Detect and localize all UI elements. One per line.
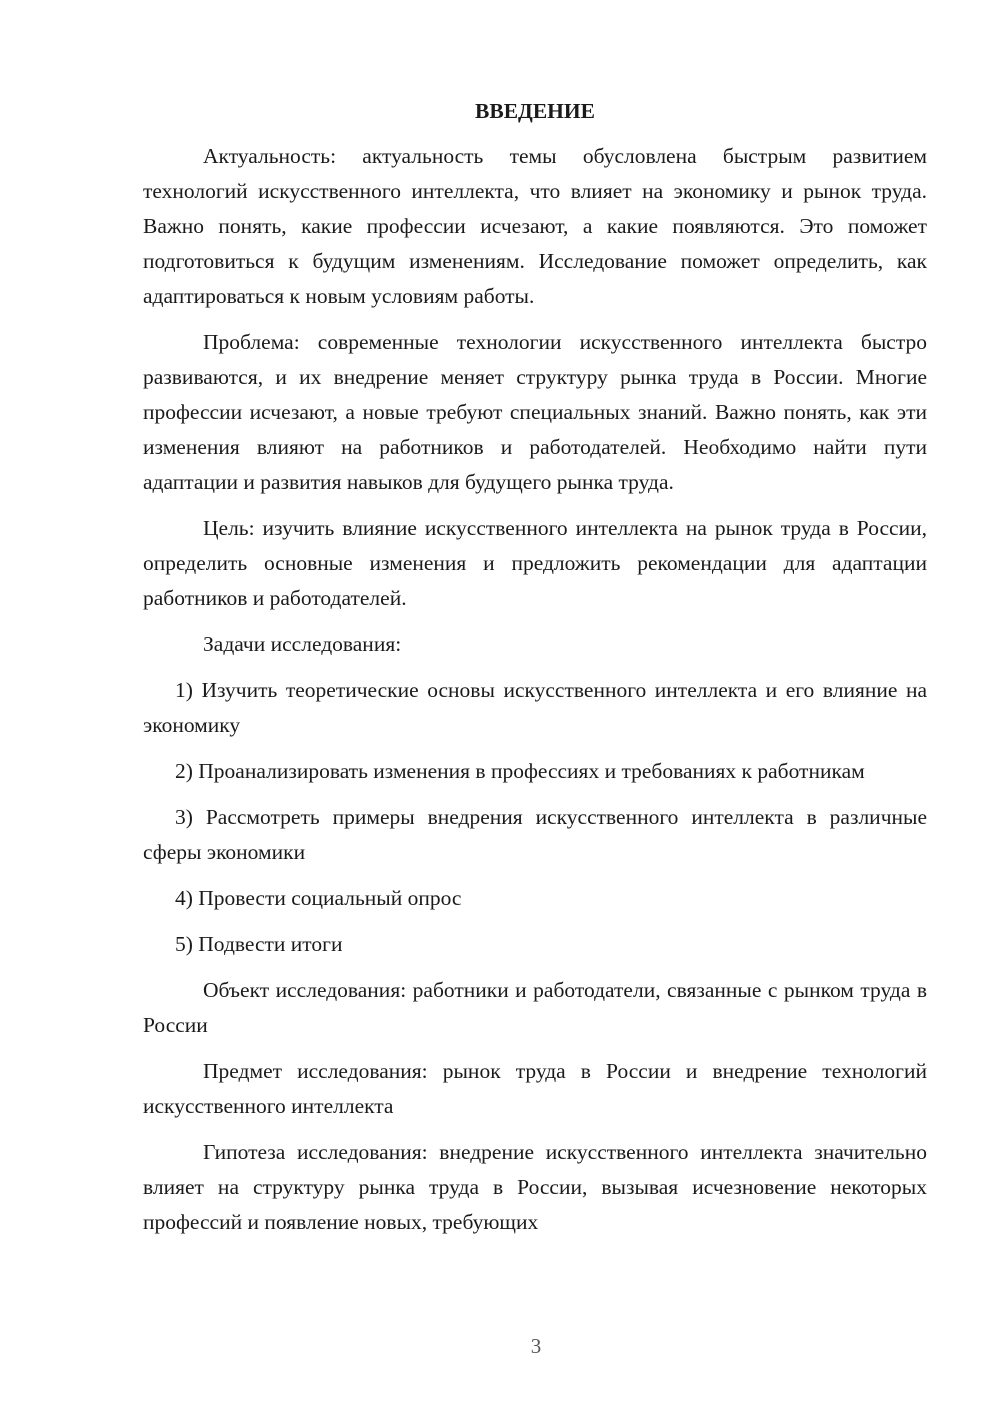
paragraph-subject: Предмет исследования: рынок труда в России и внедрение технологий искусственного интеллекта bbox=[143, 1059, 927, 1118]
task-item-3: 3) Рассмотреть примеры внедрения искусственного интеллекта в различные сферы экономики bbox=[143, 805, 927, 864]
page-content bbox=[143, 94, 927, 1240]
task-item-2: 2) Проанализировать изменения в профессиях и требованиях к работникам bbox=[175, 759, 865, 783]
paragraph-relevance: Актуальность: актуальность темы обусловлена быстрым развитием технологий искусственного интеллекта, что влияет на экономику и рынок труда. Важно понять, какие профессии исчезают, а какие появляются. Это поможет подготовиться к будущим изменениям. Исследование поможет определить, как адаптироваться к новым условиям работы. bbox=[143, 144, 927, 308]
task-item-5: 5) Подвести итоги bbox=[175, 932, 343, 956]
section-title: ВВЕДЕНИЕ bbox=[475, 99, 595, 123]
paragraph-object: Объект исследования: работники и работодатели, связанные с рынком труда в России bbox=[143, 978, 927, 1037]
paragraph-problem: Проблема: современные технологии искусственного интеллекта быстро развиваются, и их внедрение меняет структуру рынка труда в России. Многие профессии исчезают, а новые требуют специальных знаний. Важно понять, как эти изменения влияют на работников и работодателей. Необходимо найти пути адаптации и развития навыков для будущего рынка труда. bbox=[143, 330, 927, 494]
paragraph-hypothesis: Гипотеза исследования: внедрение искусственного интеллекта значительно влияет на структуру рынка труда в России, вызывая исчезновение некоторых профессий и появление новых, требующих bbox=[143, 1140, 927, 1234]
paragraph-tasks-heading: Задачи исследования: bbox=[203, 632, 402, 656]
task-item-1: 1) Изучить теоретические основы искусственного интеллекта и его влияние на экономику bbox=[143, 678, 927, 737]
page-number: 3 bbox=[530, 1334, 542, 1358]
paragraph-goal: Цель: изучить влияние искусственного интеллекта на рынок труда в России, определить основные изменения и предложить рекомендации для адаптации работников и работодателей. bbox=[143, 516, 927, 610]
task-item-4: 4) Провести социальный опрос bbox=[175, 886, 462, 910]
